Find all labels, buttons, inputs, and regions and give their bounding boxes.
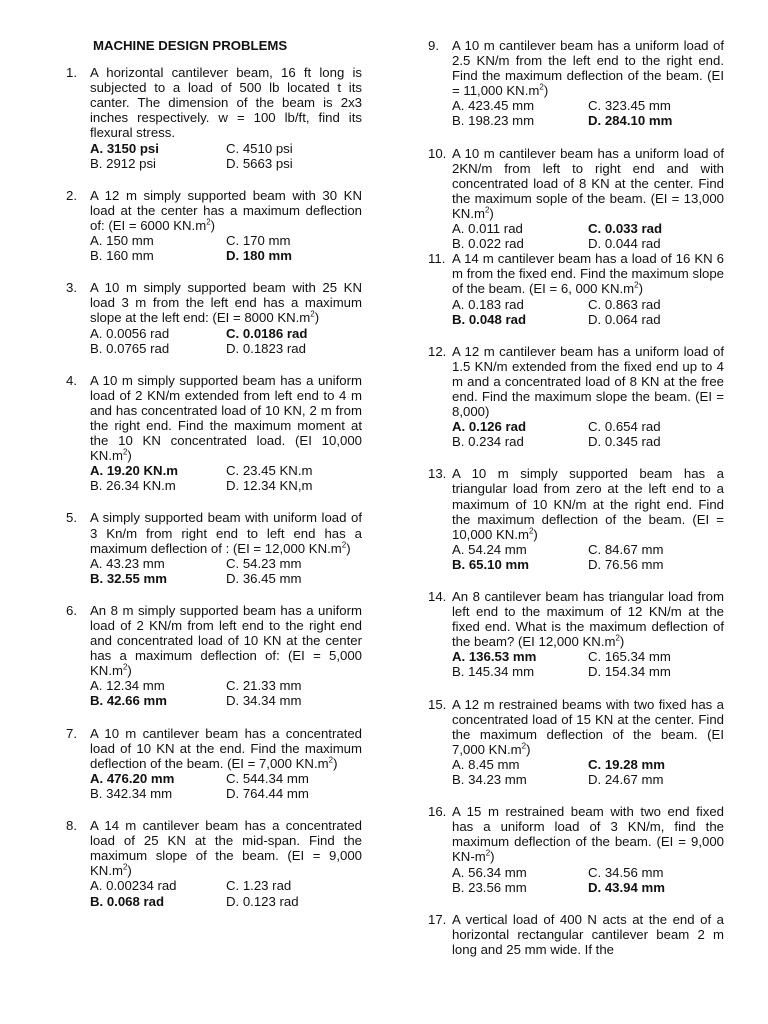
answer-choice-correct: B. 0.048 rad <box>452 311 527 327</box>
answer-choice-correct: A. 19.20 KN.m <box>90 463 178 479</box>
answer-choice: C. 4510 psi <box>226 140 293 156</box>
superscript: 2 <box>206 217 211 227</box>
answer-choice: C. 0.654 rad <box>588 419 661 435</box>
problem-item <box>66 280 362 355</box>
answer-choices <box>90 678 362 708</box>
answer-choice: B. 26.34 KN.m <box>90 478 176 494</box>
document-title: MACHINE DESIGN PROBLEMS <box>93 38 288 53</box>
right-column <box>428 38 724 957</box>
answer-choice-correct: C. 0.0186 rad <box>226 325 308 341</box>
question-text-tail: ) <box>543 83 549 99</box>
problem-body <box>90 818 362 909</box>
problem-item <box>66 65 362 171</box>
problem-body <box>452 251 724 326</box>
answer-choice: A. 423.45 mm <box>452 98 535 114</box>
superscript: 2 <box>328 755 334 765</box>
answer-choice-correct: A. 136.53 mm <box>452 649 537 665</box>
question-text-tail: ) <box>210 217 216 233</box>
question-text <box>452 804 724 864</box>
problem-body <box>452 804 724 895</box>
problem-body <box>452 38 724 129</box>
answer-choice: D. 0.044 rad <box>588 236 661 252</box>
problem-item <box>428 251 724 326</box>
question-text <box>452 251 724 296</box>
answer-choice-correct: B. 0.068 rad <box>90 893 165 909</box>
question-text-main: A 10 m simply supported beam has a uniform load of 2 KN/m extended from left end to 4 m and has concentrated load of 10 KN, 2 m from the right end. Find the maximum moment at the 10 KN concentrated load. (EI 10,000 KN.m <box>90 372 362 464</box>
problem-number: 7. <box>66 725 77 741</box>
problem-body <box>90 188 362 263</box>
answer-choice: D. 76.56 mm <box>588 556 664 572</box>
answer-choice: A. 43.23 mm <box>90 555 165 571</box>
superscript: 2 <box>539 82 544 92</box>
superscript: 2 <box>310 310 315 320</box>
question-text <box>90 603 362 678</box>
answer-choices <box>90 556 362 586</box>
answer-choice: D. 24.67 mm <box>588 772 664 788</box>
question-text <box>90 510 362 555</box>
question-text-main: A 12 m restrained beams with two fixed has a concentrated load of 15 KN at the center. Find the maximum deflection of the beam. (EI 7,000 KN.m <box>452 696 724 757</box>
question-text-tail: ) <box>619 634 625 650</box>
problem-body <box>452 912 724 957</box>
answer-choice: B. 34.23 mm <box>452 772 527 788</box>
problem-item <box>66 373 362 494</box>
answer-choice: D. 0.1823 rad <box>226 340 306 356</box>
answer-choice-correct: A. 476.20 mm <box>90 770 175 786</box>
problem-item <box>66 188 362 263</box>
answer-choices <box>452 542 724 572</box>
answer-choice-correct: D. 284.10 mm <box>588 113 673 129</box>
problem-body <box>90 510 362 585</box>
answer-choice: A. 0.011 rad <box>452 221 523 237</box>
question-text <box>452 146 724 221</box>
question-text <box>452 38 724 98</box>
answer-choice-correct: D. 43.94 mm <box>588 879 665 895</box>
problem-body <box>90 65 362 171</box>
answer-choices <box>452 221 724 251</box>
answer-choice: C. 1.23 rad <box>226 878 292 894</box>
answer-choice: B. 0.0765 rad <box>90 340 170 356</box>
answer-choices <box>90 771 362 801</box>
problem-body <box>90 603 362 709</box>
answer-choice-correct: D. 180 mm <box>226 248 292 264</box>
problem-number: 8. <box>66 818 77 834</box>
superscript: 2 <box>634 281 639 291</box>
answer-choice-correct: A. 0.126 rad <box>452 419 527 435</box>
problem-body <box>452 697 724 788</box>
question-text-tail: ) <box>127 663 132 679</box>
question-text-tail: ) <box>533 526 538 542</box>
problem-number: 16. <box>428 804 447 820</box>
answer-choice: B. 0.234 rad <box>452 434 524 450</box>
question-text-tail: ) <box>526 741 531 757</box>
problem-number: 1. <box>66 65 77 81</box>
answer-choice: C. 54.23 mm <box>226 555 302 571</box>
answer-choice-correct: B. 65.10 mm <box>452 556 529 572</box>
problem-item <box>428 589 724 680</box>
question-text-tail: ) <box>346 540 351 556</box>
problem-body <box>90 280 362 355</box>
answer-choice: B. 342.34 mm <box>90 785 173 801</box>
answer-choice: D. 5663 psi <box>226 155 293 171</box>
superscript: 2 <box>122 862 128 872</box>
answer-choice: C. 323.45 mm <box>588 98 671 114</box>
answer-choice: D. 12.34 KN,m <box>226 478 313 494</box>
problem-item <box>428 912 724 957</box>
question-text-main: A 10 m simply supported beam has a triangular load from zero at the left end to a maximum of 10 KN/m at the right end. Find the maximum deflection of the beam. (EI = 10,000 KN.m <box>452 466 724 542</box>
answer-choice-correct: C. 19.28 mm <box>588 756 665 772</box>
answer-choices <box>90 326 362 356</box>
question-text-main: A 10 m cantilever beam has a concentrated load of 10 KN at the end. Find the maximum deflection of the beam. (EI = 7,000 KN.m <box>90 725 362 771</box>
answer-choice: A. 0.00234 rad <box>90 878 177 894</box>
left-column <box>66 38 362 909</box>
answer-choice: A. 54.24 mm <box>452 541 527 557</box>
question-text-tail: ) <box>490 849 495 865</box>
problem-number: 6. <box>66 602 77 618</box>
answer-choice: C. 84.67 mm <box>588 541 664 557</box>
answer-choice: D. 36.45 mm <box>226 570 302 586</box>
problem-item <box>428 146 724 252</box>
answer-choice: B. 0.022 rad <box>452 236 524 252</box>
superscript: 2 <box>122 662 128 672</box>
answer-choices <box>452 297 724 327</box>
question-text-main: A vertical load of 400 N acts at the end of a horizontal rectangular cantilever beam 2 m long and 25 mm wide. If the <box>452 911 724 957</box>
answer-choice: D. 34.34 mm <box>226 693 302 709</box>
question-text-tail: ) <box>333 755 338 771</box>
answer-choice-correct: B. 42.66 mm <box>90 693 167 709</box>
question-text-main: A 15 m restrained beam with two end fixed has a uniform load of 3 KN/m, find the maximum deflection of the beam. (EI = 9,000 KN-m <box>452 804 724 865</box>
problem-item <box>428 466 724 572</box>
answer-choice: D. 0.123 rad <box>226 893 299 909</box>
problem-body <box>90 726 362 801</box>
question-text <box>90 726 362 771</box>
question-text-main: A 10 m cantilever beam has a uniform load of 2.5 KN/m from the left end to the right end. Find the maximum deflection of the beam. (EI = 11,000 KN.m <box>452 38 724 99</box>
problem-number: 4. <box>66 372 77 388</box>
problem-number: 17. <box>428 911 447 927</box>
problem-item <box>428 804 724 895</box>
question-text-main: A 14 m cantilever beam has a load of 16 KN 6 m from the fixed end. Find the maximum slope of the beam. (EI = 6, 000 KN.m <box>452 251 724 297</box>
answer-choice: D. 0.064 rad <box>588 311 661 327</box>
problem-item <box>428 697 724 788</box>
question-text-tail: ) <box>638 281 644 297</box>
answer-choice: A. 0.0056 rad <box>90 325 170 341</box>
question-text-main: A 12 m cantilever beam has a uniform load of 1.5 KN/m extended from the fixed end up to 4 m and a concentrated load of 8 KN at the free end. Find the maximum slope the beam. (EI = 8,000) <box>452 343 724 420</box>
problem-number: 13. <box>428 466 447 482</box>
superscript: 2 <box>122 447 128 457</box>
superscript: 2 <box>484 205 490 215</box>
answer-choice: D. 154.34 mm <box>588 664 671 680</box>
answer-choices <box>452 649 724 679</box>
superscript: 2 <box>485 849 491 859</box>
problem-item <box>428 38 724 129</box>
answer-choices <box>90 233 362 263</box>
question-text-tail: ) <box>127 863 132 879</box>
question-text-main: A 14 m cantilever beam has a concentrated load of 25 KN at the mid-span. Find the maximum slope of the beam. (EI = 9,000 KN.m <box>90 818 362 879</box>
problem-item <box>66 818 362 909</box>
problem-body <box>452 466 724 572</box>
answer-choice-correct: C. 0.033 rad <box>588 221 663 237</box>
question-text-main: An 8 cantilever beam has triangular load from left end to the maximum of 12 KN/m at the fixed end. What is the maximum deflection of the beam? (EI 12,000 KN.m <box>452 589 724 650</box>
answer-choice: C. 544.34 mm <box>226 770 309 786</box>
question-text <box>452 589 724 649</box>
answer-choice: A. 56.34 mm <box>452 864 527 880</box>
problem-number: 2. <box>66 187 77 203</box>
question-text-main: An 8 m simply supported beam has a uniform load of 2 KN/m from left end to the right end and concentrated load of 10 KN at the center has a maximum deflection of: (EI = 5,000 KN.m <box>90 602 362 679</box>
question-text-main: A horizontal cantilever beam, 16 ft long is subjected to a load of 500 lb located t its canter. The dimension of the beam is 2x3 inches respectively. w = 100 lb/ft, find its flexural stress. <box>90 65 362 141</box>
answer-choices <box>90 878 362 908</box>
answer-choice: C. 170 mm <box>226 233 291 249</box>
answer-choice: A. 8.45 mm <box>452 756 520 772</box>
question-text <box>452 466 724 541</box>
answer-choices <box>452 419 724 449</box>
answer-choice: C. 21.33 mm <box>226 678 302 694</box>
problem-number: 12. <box>428 343 447 359</box>
question-text-tail: ) <box>314 310 320 326</box>
answer-choice: A. 0.183 rad <box>452 296 524 312</box>
question-text <box>90 373 362 464</box>
question-text <box>452 912 724 957</box>
answer-choice: D. 764.44 mm <box>226 785 309 801</box>
answer-choice-correct: B. 32.55 mm <box>90 570 167 586</box>
question-text <box>90 188 362 233</box>
answer-choice: B. 198.23 mm <box>452 113 535 129</box>
answer-choices <box>90 463 362 493</box>
answer-choice: B. 2912 psi <box>90 155 156 171</box>
problem-number: 14. <box>428 589 447 604</box>
answer-choices <box>90 141 362 171</box>
answer-choice: C. 34.56 mm <box>588 864 664 880</box>
answer-choice-correct: A. 3150 psi <box>90 140 159 156</box>
question-text-tail: ) <box>127 448 132 464</box>
problem-body <box>452 589 724 680</box>
superscript: 2 <box>528 526 534 536</box>
problem-item <box>428 344 724 450</box>
question-text <box>90 280 362 325</box>
answer-choice: B. 160 mm <box>90 248 154 264</box>
answer-choice: A. 12.34 mm <box>90 678 165 694</box>
answer-choice: C. 23.45 KN.m <box>226 463 313 479</box>
answer-choice: B. 145.34 mm <box>452 664 535 680</box>
problem-body <box>452 146 724 252</box>
answer-choices <box>452 865 724 895</box>
question-text-tail: ) <box>489 205 494 221</box>
answer-choice: B. 23.56 mm <box>452 879 527 895</box>
question-text <box>452 697 724 757</box>
problem-number: 10. <box>428 145 447 161</box>
answer-choice: D. 0.345 rad <box>588 434 661 450</box>
superscript: 2 <box>341 540 347 550</box>
problem-number: 5. <box>66 510 77 526</box>
superscript: 2 <box>521 741 527 751</box>
problem-item <box>66 726 362 801</box>
question-text-main: A 12 m simply supported beam with 30 KN load at the center has a maximum deflection of: (EI = 6000 KN.m <box>90 187 362 233</box>
answer-choices <box>452 757 724 787</box>
problem-number: 15. <box>428 696 447 712</box>
problem-number: 3. <box>66 280 77 296</box>
question-text <box>452 344 724 419</box>
problem-body <box>452 344 724 450</box>
question-text-main: A simply supported beam with uniform load of 3 Kn/m from right end to left end has a maximum deflection of : (EI = 12,000 KN.m <box>90 510 362 556</box>
superscript: 2 <box>615 633 620 643</box>
problem-body <box>90 373 362 494</box>
question-text-main: A 10 m simply supported beam with 25 KN load 3 m from the left end has a maximum slope at the left end: (EI = 8000 KN.m <box>90 280 362 326</box>
problem-item <box>66 603 362 709</box>
answer-choice: A. 150 mm <box>90 233 154 249</box>
question-text <box>90 65 362 140</box>
answer-choices <box>452 98 724 128</box>
answer-choice: C. 0.863 rad <box>588 296 661 312</box>
question-text-main: A 10 m cantilever beam has a uniform load of 2KN/m from left to right end and with concentrated load of 8 KN at the center. Find the maximum sople of the beam. (EI = 13,000 KN.m <box>452 145 724 221</box>
answer-choice: C. 165.34 mm <box>588 649 671 665</box>
problem-number: 9. <box>428 38 439 53</box>
question-text <box>90 818 362 878</box>
problem-item <box>66 510 362 585</box>
problem-number: 11. <box>428 251 446 267</box>
